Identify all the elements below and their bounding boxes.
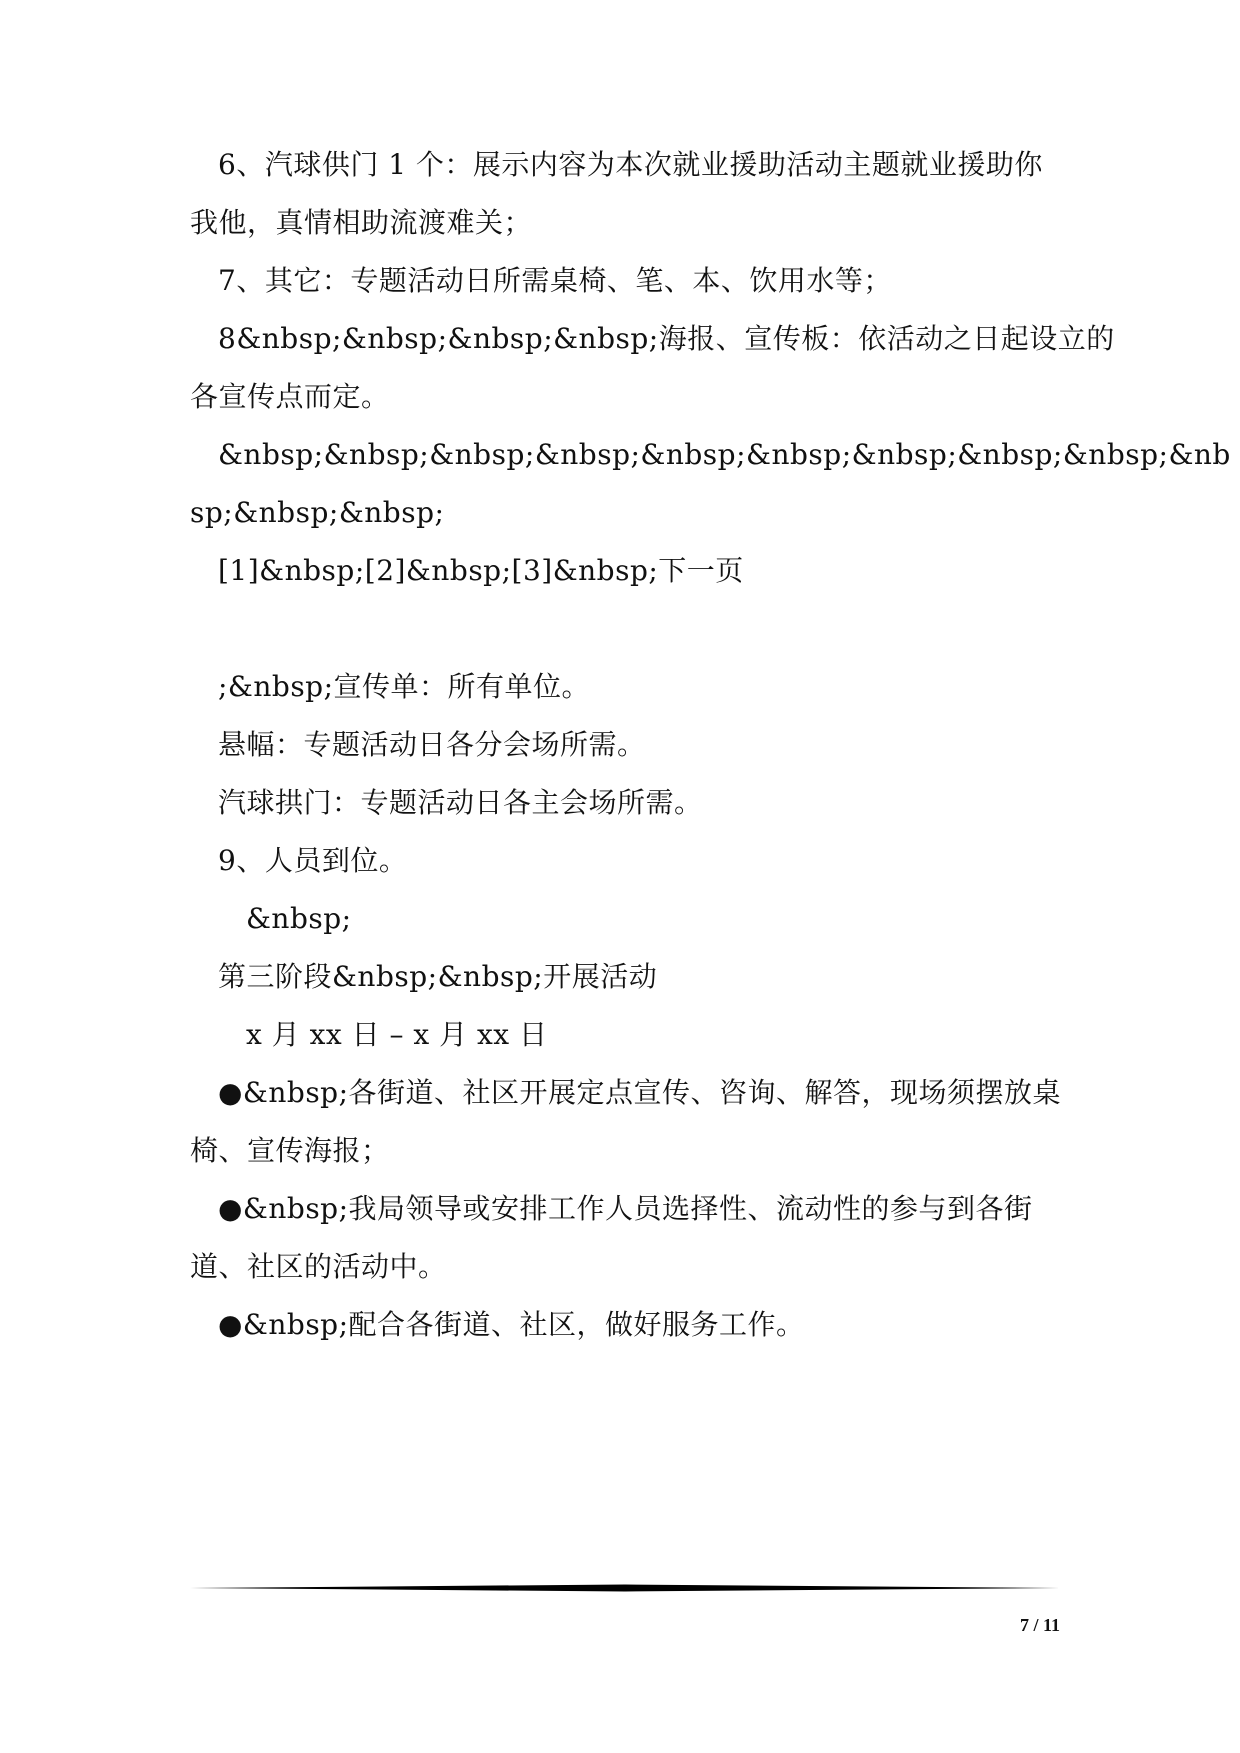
- text-line: 7、其它：专题活动日所需桌椅、笔、本、饮用水等；: [218, 264, 892, 297]
- bullet-item: ●&nbsp;各街道、社区开展定点宣传、咨询、解答，现场须摆放桌: [218, 1076, 1062, 1109]
- text-line: 悬幅：专题活动日各分会场所需。: [218, 728, 646, 761]
- pagination-line: [1]&nbsp;[2]&nbsp;[3]&nbsp;下一页: [218, 554, 744, 587]
- text-line: 汽球拱门：专题活动日各主会场所需。: [218, 786, 703, 819]
- text-line: 道、社区的活动中。: [190, 1250, 447, 1283]
- text-line: 6、汽球供门 1 个：展示内容为本次就业援助活动主题就业援助你: [218, 148, 1043, 181]
- text-line: 8&nbsp;&nbsp;&nbsp;&nbsp;海报、宣传板：依活动之日起设立的: [218, 322, 1115, 355]
- text-line: &nbsp;: [246, 902, 352, 935]
- date-range: x 月 xx 日 – x 月 xx 日: [246, 1018, 548, 1051]
- text-line: ;&nbsp;宣传单：所有单位。: [218, 670, 591, 703]
- footer-rule: [190, 1583, 1060, 1593]
- page-number: 7 / 11: [1019, 1615, 1060, 1635]
- text-line: 各宣传点而定。: [190, 380, 390, 413]
- text-line: 椅、宣传海报；: [190, 1134, 390, 1167]
- bullet-item: ●&nbsp;我局领导或安排工作人员选择性、流动性的参与到各街: [218, 1192, 1033, 1225]
- text-line: 9、人员到位。: [218, 844, 408, 877]
- text-line: sp;&nbsp;&nbsp;: [190, 496, 445, 529]
- text-line: 我他，真情相助流渡难关；: [190, 206, 533, 239]
- bullet-item: ●&nbsp;配合各街道、社区，做好服务工作。: [218, 1308, 805, 1341]
- text-line: &nbsp;&nbsp;&nbsp;&nbsp;&nbsp;&nbsp;&nbsp;&nbsp;&nbsp;&nb: [218, 438, 1231, 471]
- section-heading: 第三阶段&nbsp;&nbsp;开展活动: [218, 960, 658, 993]
